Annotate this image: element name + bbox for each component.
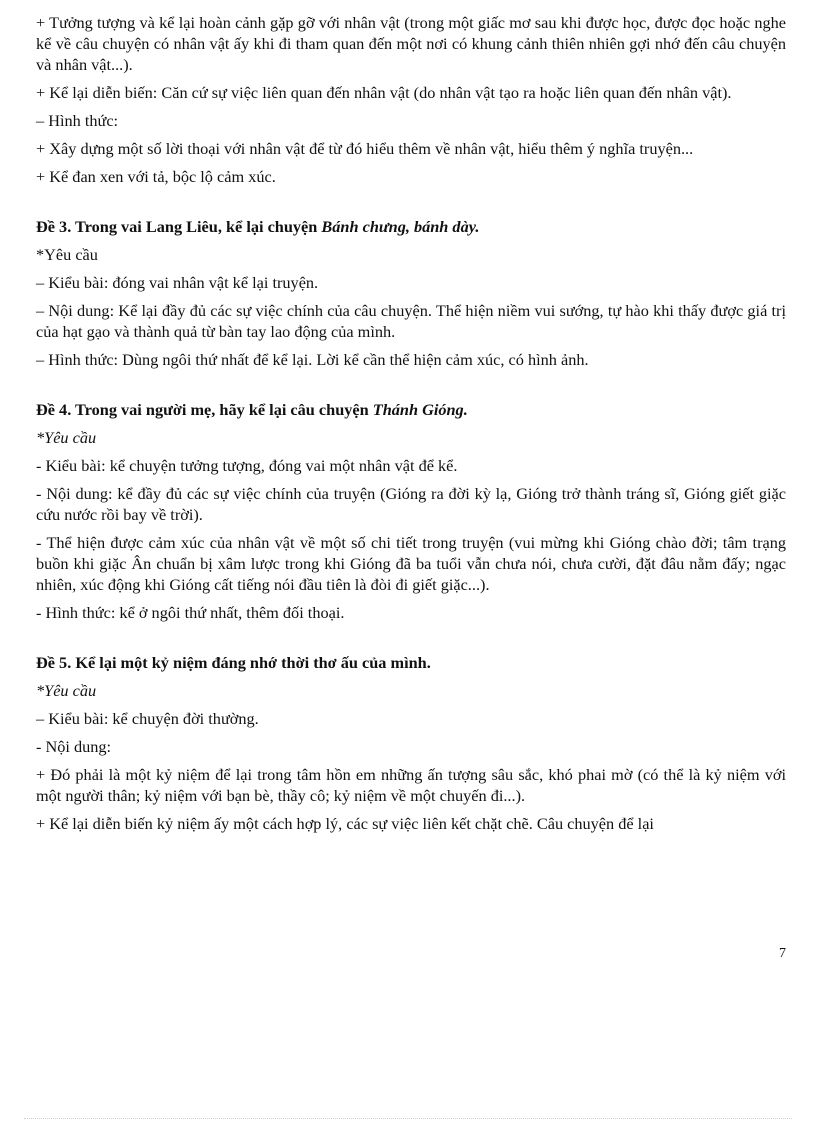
paragraph: - Hình thức: kể ở ngôi thứ nhất, thêm đối thoại. bbox=[36, 603, 345, 622]
requirement-label: *Yêu cầu bbox=[36, 428, 97, 447]
paragraph: – Hình thức: Dùng ngôi thứ nhất để kể lại. Lời kể cần thể hiện cảm xúc, có hình ảnh. bbox=[36, 350, 589, 369]
section-de-5 bbox=[36, 652, 786, 834]
heading-title-italic: Thánh Gióng. bbox=[372, 400, 468, 419]
page-bottom-divider bbox=[24, 1118, 792, 1119]
requirement-label: *Yêu cầu bbox=[36, 681, 97, 700]
paragraph: - Thể hiện được cảm xúc của nhân vật về một số chi tiết trong truyện (vui mừng khi Gióng chào đời; tâm trạng buồn khi giặc Ân chuẩn bị xâm lược trong khi Gióng đã ba tuổi vẫn chưa nói, chưa cười, đặt đâu nằm đấy; ngạc nhiên, xúc động khi Gióng cất tiếng nói đầu tiên là đòi đi giết giặc...). bbox=[36, 533, 786, 594]
section-heading: Đề 3. Trong vai Lang Liêu, kể lại chuyện Bánh chưng, bánh dày. bbox=[36, 217, 480, 236]
document-page bbox=[36, 12, 786, 841]
paragraph: - Nội dung: bbox=[36, 737, 112, 756]
page-number: 7 bbox=[779, 946, 786, 961]
paragraph: – Kiểu bài: đóng vai nhân vật kể lại truyện. bbox=[36, 273, 319, 292]
paragraph: – Hình thức: bbox=[36, 111, 119, 130]
paragraph: – Nội dung: Kể lại đầy đủ các sự việc chính của câu chuyện. Thể hiện niềm vui sướng, tự hào khi thấy được giá trị của hạt gạo và thành quả từ bàn tay lao động của mình. bbox=[36, 301, 786, 341]
paragraph: + Đó phải là một kỷ niệm để lại trong tâm hồn em những ấn tượng sâu sắc, khó phai mờ (có thể là kỷ niệm với một người thân; kỷ niệm với bạn bè, thầy cô; kỷ niệm về một chuyến đi...). bbox=[36, 765, 786, 805]
heading-title-italic: Bánh chưng, bánh dày. bbox=[321, 217, 480, 236]
paragraph: - Nội dung: kể đầy đủ các sự việc chính của truyện (Gióng ra đời kỳ lạ, Gióng trở thành tráng sĩ, Gióng giết giặc cứu nước rồi bay về trời). bbox=[36, 484, 786, 524]
paragraph: + Kể đan xen với tả, bộc lộ cảm xúc. bbox=[36, 167, 276, 186]
section-de-4 bbox=[36, 399, 786, 623]
top-list bbox=[36, 12, 786, 187]
paragraph: - Kiểu bài: kể chuyện tưởng tượng, đóng vai một nhân vật để kể. bbox=[36, 456, 458, 475]
section-heading: Đề 5. Kể lại một kỷ niệm đáng nhớ thời thơ ấu của mình. bbox=[36, 653, 431, 672]
paragraph: + Tưởng tượng và kể lại hoàn cảnh gặp gỡ với nhân vật (trong một giấc mơ sau khi được học, được đọc hoặc nghe kể về câu chuyện có nhân vật ấy khi đi tham quan đến một nơi có khung cảnh thiên nhiên gợi nhớ đến câu chuyện và nhân vật...). bbox=[36, 13, 786, 74]
paragraph: – Kiểu bài: kể chuyện đời thường. bbox=[36, 709, 259, 728]
section-de-3 bbox=[36, 216, 786, 370]
paragraph: + Kể lại diễn biến kỷ niệm ấy một cách hợp lý, các sự việc liên kết chặt chẽ. Câu chuyện để lại bbox=[36, 814, 654, 833]
section-heading: Đề 4. Trong vai người mẹ, hãy kể lại câu chuyện Thánh Gióng. bbox=[36, 400, 468, 419]
requirement-label: *Yêu cầu bbox=[36, 245, 98, 264]
paragraph: + Xây dựng một số lời thoại với nhân vật để từ đó hiểu thêm về nhân vật, hiểu thêm ý nghĩa truyện... bbox=[36, 139, 694, 158]
paragraph: + Kể lại diễn biến: Căn cứ sự việc liên quan đến nhân vật (do nhân vật tạo ra hoặc liên quan đến nhân vật). bbox=[36, 83, 732, 102]
